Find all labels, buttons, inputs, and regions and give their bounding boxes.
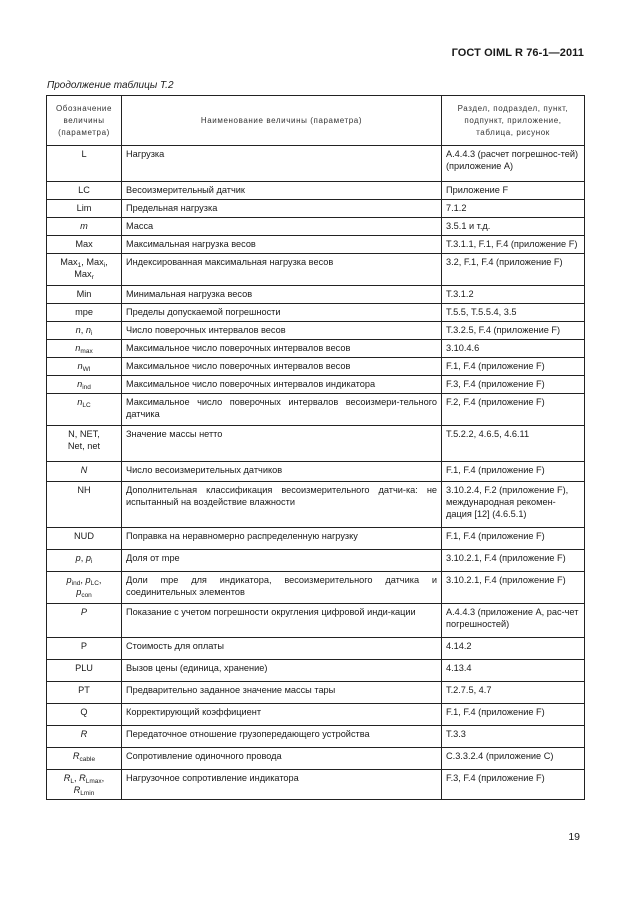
- symbol-subscript: ind: [71, 580, 81, 587]
- symbol-subscript: LC: [90, 580, 99, 587]
- symbol-cell: [47, 254, 122, 286]
- symbol-separator: ,: [105, 257, 108, 267]
- name-cell: Корректирующий коэффициент: [122, 704, 442, 726]
- symbol-cell: [47, 660, 122, 682]
- symbol-separator: ,: [80, 553, 86, 563]
- table-row: [47, 218, 585, 236]
- symbol-text: R: [80, 729, 88, 739]
- symbol-text: P: [80, 641, 88, 651]
- reference-cell: F.1, F.4 (приложение F): [442, 704, 585, 726]
- symbol-cell: [47, 218, 122, 236]
- symbol-subscript: WI: [82, 366, 91, 373]
- symbol-text: p: [76, 587, 82, 597]
- reference-cell: 7.1.2: [442, 200, 585, 218]
- reference-cell: F.3, F.4 (приложение F): [442, 770, 585, 800]
- symbol-cell: [47, 462, 122, 482]
- symbol-text: R: [73, 785, 81, 795]
- symbol-text: Max: [86, 257, 104, 267]
- symbol-text: R: [72, 751, 80, 761]
- reference-cell: А.4.4.3 (приложение А, рас-чет погрешностей): [442, 604, 585, 638]
- column-header-name: Наименование величины (параметра): [122, 96, 442, 146]
- table-row: [47, 182, 585, 200]
- reference-cell: Приложение F: [442, 182, 585, 200]
- table-row: [47, 682, 585, 704]
- table-row: [47, 462, 585, 482]
- symbol-subscript: 1: [77, 262, 82, 269]
- reference-cell: 4.13.4: [442, 660, 585, 682]
- table-row: [47, 340, 585, 358]
- name-cell: Доля от mpe: [122, 550, 442, 572]
- name-cell: Нагрузочное сопротивление индикатора: [122, 770, 442, 800]
- name-cell: Предельная нагрузка: [122, 200, 442, 218]
- symbol-text: PT: [78, 685, 90, 695]
- column-header-symbol: Обозначение величины (параметра): [47, 96, 122, 146]
- name-cell: Минимальная нагрузка весов: [122, 286, 442, 304]
- name-cell: Индексированная максимальная нагрузка весов: [122, 254, 442, 286]
- symbol-cell: [47, 770, 122, 800]
- reference-cell: Т.3.2.5, F.4 (приложение F): [442, 322, 585, 340]
- symbol-separator: ,: [98, 575, 102, 585]
- symbol-separator: ,: [101, 773, 105, 783]
- symbol-cell: [47, 638, 122, 660]
- table-row: [47, 200, 585, 218]
- symbol-cell: [47, 426, 122, 462]
- symbol-cell: [47, 304, 122, 322]
- symbol-text: R: [63, 773, 71, 783]
- symbol-text: NH: [77, 485, 91, 495]
- name-cell: Максимальное число поверочных интервалов индикатора: [122, 376, 442, 394]
- symbol-text: P: [80, 607, 88, 617]
- name-cell: Доли mpe для индикатора, весоизмерительного датчика и соединительных элементов: [122, 572, 442, 604]
- table-row: [47, 426, 585, 462]
- symbol-cell: [47, 376, 122, 394]
- symbol-subscript: ind: [82, 384, 91, 391]
- document-header: ГОСТ OIML R 76-1—2011: [451, 47, 584, 59]
- name-cell: Стоимость для оплаты: [122, 638, 442, 660]
- symbol-cell: [47, 604, 122, 638]
- name-cell: Максимальное число поверочных интервалов весов: [122, 358, 442, 376]
- name-cell: Передаточное отношение грузопередающего устройства: [122, 726, 442, 748]
- reference-cell: 3.2, F.1, F.4 (приложение F): [442, 254, 585, 286]
- symbol-cell: [47, 748, 122, 770]
- reference-cell: Т.5.2.2, 4.6.5, 4.6.11: [442, 426, 585, 462]
- reference-cell: Т.3.1.2: [442, 286, 585, 304]
- table-row: [47, 726, 585, 748]
- reference-cell: F.1, F.4 (приложение F): [442, 462, 585, 482]
- symbol-text: Max: [60, 257, 78, 267]
- table-row: [47, 604, 585, 638]
- symbol-text: N: [80, 465, 88, 475]
- symbol-text: L: [81, 149, 87, 159]
- name-cell: Число поверочных интервалов весов: [122, 322, 442, 340]
- symbol-subscript: cable: [79, 756, 96, 763]
- symbol-cell: [47, 528, 122, 550]
- symbol-text: R: [79, 773, 86, 783]
- symbol-text: Q: [80, 707, 88, 717]
- name-cell: Поправка на неравномерно распределенную нагрузку: [122, 528, 442, 550]
- table-row: [47, 394, 585, 426]
- table-row: [47, 638, 585, 660]
- table-row: [47, 254, 585, 286]
- symbol-text: N, NET,: [68, 429, 100, 439]
- symbol-subscript: max: [80, 348, 93, 355]
- symbol-text: Net, net: [67, 441, 101, 451]
- symbol-cell: [47, 704, 122, 726]
- reference-cell: 3.10.2.1, F.4 (приложение F): [442, 572, 585, 604]
- symbol-subscript: Lmax: [85, 778, 102, 785]
- name-cell: Пределы допускаемой погрешности: [122, 304, 442, 322]
- symbol-text: Lim: [76, 203, 92, 213]
- symbol-text: n: [85, 325, 91, 335]
- name-cell: Сопротивление одиночного провода: [122, 748, 442, 770]
- name-cell: Показание с учетом погрешности округления цифровой инди-кации: [122, 604, 442, 638]
- symbol-text: mpe: [75, 307, 93, 317]
- reference-cell: А.4.4.3 (расчет погрешнос-тей) (приложение А): [442, 146, 585, 182]
- symbol-subscript: r: [91, 274, 94, 281]
- symbol-cell: [47, 182, 122, 200]
- table-row: [47, 146, 585, 182]
- symbol-text: Max: [74, 269, 92, 279]
- name-cell: Максимальное число поверочных интервалов весов: [122, 340, 442, 358]
- name-cell: Дополнительная классификация весоизмерительного датчи-ка: не испытанный на воздействие влажности: [122, 482, 442, 528]
- symbol-separator: ,: [81, 257, 87, 267]
- symbol-separator: ,: [74, 773, 80, 783]
- symbol-subscript: L: [70, 778, 75, 785]
- name-cell: Вызов цены (единица, хранение): [122, 660, 442, 682]
- name-cell: Предварительно заданное значение массы тары: [122, 682, 442, 704]
- table-row: [47, 704, 585, 726]
- symbol-text: PLU: [75, 663, 93, 673]
- symbol-cell: [47, 726, 122, 748]
- symbol-text: p: [85, 575, 91, 585]
- reference-cell: Т.5.5, Т.5.5.4, 3.5: [442, 304, 585, 322]
- reference-cell: 3.10.2.1, F.4 (приложение F): [442, 550, 585, 572]
- symbol-text: LC: [78, 185, 90, 195]
- table-caption: Продолжение таблицы Т.2: [47, 80, 174, 91]
- symbol-text: n: [77, 379, 83, 389]
- table-row: [47, 572, 585, 604]
- reference-cell: 3.5.1 и т.д.: [442, 218, 585, 236]
- symbol-cell: [47, 394, 122, 426]
- table-row: [47, 286, 585, 304]
- symbol-subscript: i: [90, 330, 93, 337]
- name-cell: Максимальное число поверочных интервалов весоизмери-тельного датчика: [122, 394, 442, 426]
- reference-cell: Т.2.7.5, 4.7: [442, 682, 585, 704]
- symbol-text: Max: [75, 239, 93, 249]
- symbol-cell: [47, 358, 122, 376]
- symbol-cell: [47, 322, 122, 340]
- name-cell: Значение массы нетто: [122, 426, 442, 462]
- symbol-text: Min: [76, 289, 92, 299]
- table-row: [47, 358, 585, 376]
- table-row: [47, 770, 585, 800]
- symbol-cell: [47, 550, 122, 572]
- symbol-text: n: [77, 361, 83, 371]
- symbol-separator: ,: [80, 325, 86, 335]
- name-cell: Нагрузка: [122, 146, 442, 182]
- symbol-cell: [47, 146, 122, 182]
- table-header-row: [47, 96, 585, 146]
- table-row: [47, 528, 585, 550]
- symbol-cell: [47, 572, 122, 604]
- reference-cell: F.3, F.4 (приложение F): [442, 376, 585, 394]
- symbol-text: NUD: [74, 531, 94, 541]
- symbol-text: m: [80, 221, 88, 231]
- reference-cell: 3.10.2.4, F.2 (приложение F), международная рекомен-дация [12] (4.6.5.1): [442, 482, 585, 528]
- symbol-cell: [47, 200, 122, 218]
- symbol-cell: [47, 286, 122, 304]
- symbol-cell: [47, 340, 122, 358]
- table-row: [47, 304, 585, 322]
- reference-cell: F.1, F.4 (приложение F): [442, 528, 585, 550]
- symbol-text: p: [85, 553, 91, 563]
- symbol-text: n: [75, 343, 81, 353]
- table-row: [47, 236, 585, 254]
- reference-cell: С.3.3.2.4 (приложение С): [442, 748, 585, 770]
- symbol-text: p: [66, 575, 72, 585]
- table-row: [47, 322, 585, 340]
- symbol-subscript: Lmin: [80, 790, 95, 797]
- reference-cell: F.1, F.4 (приложение F): [442, 358, 585, 376]
- symbol-cell: [47, 682, 122, 704]
- symbol-text: n: [77, 397, 83, 407]
- reference-cell: F.2, F.4 (приложение F): [442, 394, 585, 426]
- name-cell: Число весоизмерительных датчиков: [122, 462, 442, 482]
- reference-cell: 3.10.4.6: [442, 340, 585, 358]
- table-row: [47, 376, 585, 394]
- name-cell: Максимальная нагрузка весов: [122, 236, 442, 254]
- symbol-text: p: [75, 553, 81, 563]
- table-row: [47, 482, 585, 528]
- symbol-subscript: i: [103, 262, 106, 269]
- symbol-subscript: con: [81, 592, 92, 599]
- symbol-cell: [47, 236, 122, 254]
- table-row: [47, 748, 585, 770]
- symbol-subscript: i: [90, 558, 93, 565]
- designations-table: [46, 95, 585, 800]
- page-number: 19: [568, 831, 580, 843]
- symbol-text: n: [75, 325, 81, 335]
- name-cell: Весоизмерительный датчик: [122, 182, 442, 200]
- name-cell: Масса: [122, 218, 442, 236]
- reference-cell: 4.14.2: [442, 638, 585, 660]
- symbol-cell: [47, 482, 122, 528]
- symbol-separator: ,: [80, 575, 86, 585]
- column-header-reference: Раздел, подраздел, пункт, подпункт, приложение, таблица, рисунок: [442, 96, 585, 146]
- table-row: [47, 660, 585, 682]
- symbol-subscript: LC: [82, 402, 91, 409]
- reference-cell: Т.3.1.1, F.1, F.4 (приложение F): [442, 236, 585, 254]
- reference-cell: Т.3.3: [442, 726, 585, 748]
- table-row: [47, 550, 585, 572]
